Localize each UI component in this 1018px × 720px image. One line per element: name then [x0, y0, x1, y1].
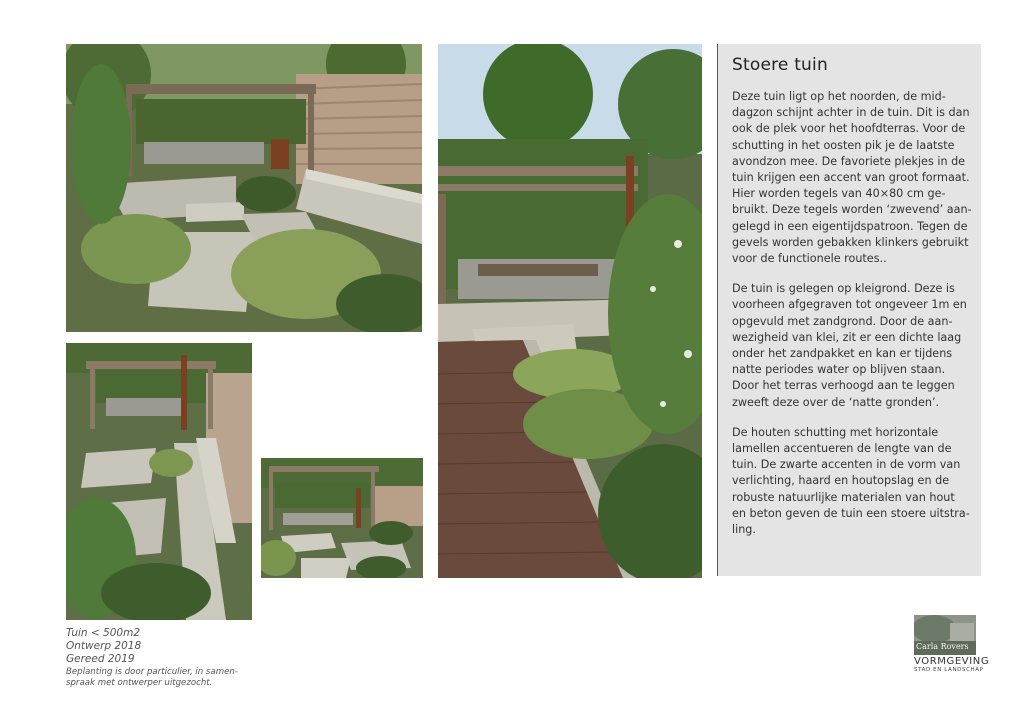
caption-note: Beplanting is door particulier, in samen- [66, 666, 238, 677]
paragraph-line: Door het terras verhoogd aan te leggen [732, 379, 955, 393]
paragraph-line: en beton geven de tuin een stoere uitstra- [732, 506, 970, 520]
paragraph-line: tuin krijgen een accent van groot formaat. [732, 171, 970, 185]
panel-paragraph [732, 281, 968, 411]
paragraph-line: schutting in het oosten pik je de laatste [732, 138, 955, 152]
panel-title: Stoere tuin [732, 55, 828, 75]
paragraph-line: lamellen accentueren de lengte van de [732, 442, 952, 456]
paragraph-line: zweeft deze over de ‘natte gronden’. [732, 395, 940, 409]
logo-name: Carla Rovers [916, 642, 969, 651]
caption-line: Gereed 2019 [66, 653, 135, 666]
paragraph-line: Hier worden tegels van 40×80 cm ge- [732, 187, 946, 201]
company-logo [914, 615, 990, 677]
paragraph-line: gelegd in een eigentijdspatroon. Tegen de [732, 219, 968, 233]
logo-image [914, 615, 976, 655]
garden-photo-path [438, 44, 702, 578]
garden-photo-overview [66, 44, 422, 332]
paragraph-line: voorheen afgegraven tot ongeveer 1m en [732, 298, 967, 312]
paragraph-line: wezigheid van klei, zit er een dichte laag [732, 330, 962, 344]
garden-photo-terrace [261, 458, 423, 578]
paragraph-line: natte periodes water op blijven staan. [732, 363, 946, 377]
paragraph-line: voor de functionele routes.. [732, 252, 887, 266]
caption-line: Tuin < 500m2 [66, 627, 141, 639]
paragraph-line: onder het zandpakket en kan er tijdens [732, 347, 953, 361]
paragraph-line: gevels worden gebakken klinkers gebruikt [732, 235, 969, 249]
panel-paragraph [732, 425, 968, 538]
caption-note: spraak met ontwerper uitgezocht. [66, 678, 213, 689]
paragraph-line: verlichting, haard en houtopslag en de [732, 474, 950, 488]
paragraph-line: tuin. De zwarte accenten in de vorm van [732, 458, 961, 472]
description-panel [718, 44, 981, 576]
paragraph-line: Deze tuin ligt op het noorden, de mid- [732, 90, 946, 103]
paragraph-line: De houten schutting met horizontale [732, 425, 939, 439]
garden-photo-vertical [66, 343, 252, 620]
paragraph-line: avondzon mee. De favoriete plekjes in de [732, 154, 966, 168]
paragraph-line: dagzon schijnt achter in de tuin. Dit is dan [732, 106, 970, 120]
paragraph-line: robuste natuurlijke materialen van hout [732, 490, 955, 504]
panel-paragraphs [732, 89, 972, 538]
project-caption [66, 627, 266, 690]
paragraph-line: ook de plek voor het hoofdterras. Voor de [732, 122, 966, 136]
paragraph-line: bruikt. Deze tegels worden ‘zwevend’ aan- [732, 203, 972, 217]
paragraph-line: De tuin is gelegen op kleigrond. Deze is [732, 282, 955, 296]
paragraph-line: ling. [732, 523, 756, 537]
panel-paragraph [732, 89, 972, 267]
logo-subline: STAD EN LANDSCHAP [914, 667, 984, 673]
caption-line: Ontwerp 2018 [66, 640, 142, 653]
paragraph-line: opgevuld met zandgrond. Door de aan- [732, 314, 953, 328]
logo-wordmark: VORMGEVING [914, 656, 990, 667]
